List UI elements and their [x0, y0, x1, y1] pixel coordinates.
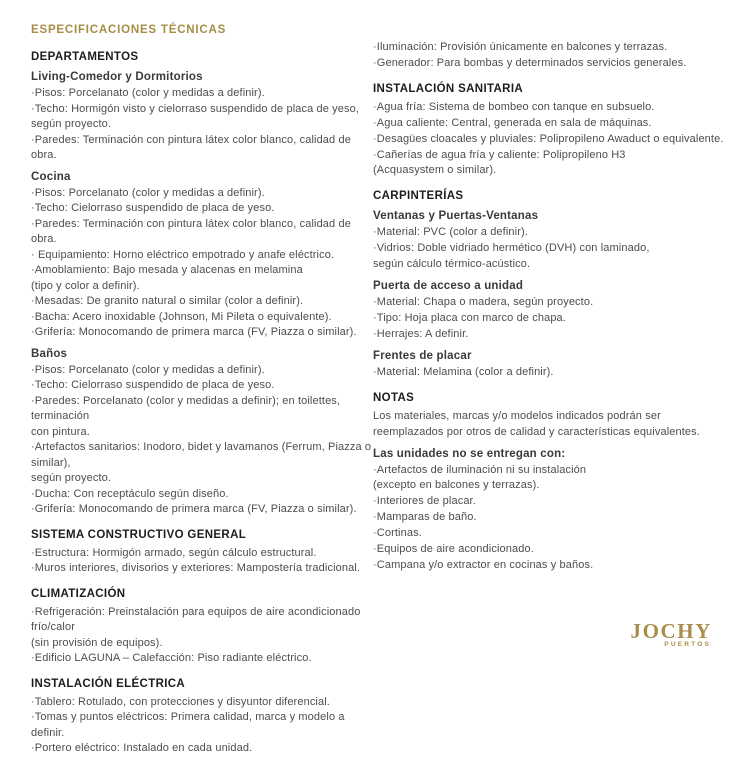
spec-line: según proyecto.	[31, 472, 112, 484]
spec-line: ·Material: Melamina (color a definir).	[373, 365, 554, 378]
spec-line: ·Agua caliente: Central, generada en sala de máquinas.	[373, 116, 652, 129]
spec-line: ·Cañerías de agua fría y caliente: Polipropileno H3	[373, 148, 626, 161]
spec-line: ·Paredes: Porcelanato (color y medidas a definir); en toilettes, terminación	[31, 394, 341, 422]
page-title: ESPECIFICACIONES TÉCNICAS	[31, 24, 227, 36]
spec-line: ·Muros interiores, divisorios y exteriores: Mampostería tradicional.	[31, 562, 361, 574]
section-heading: CARPINTERÍAS	[373, 190, 464, 203]
spec-line: · Equipamiento: Horno eléctrico empotrado y anafe eléctrico.	[31, 248, 335, 261]
logo-wordmark: JOCHY	[630, 619, 712, 643]
spec-line: ·Material: Chapa o madera, según proyecto.	[373, 296, 594, 309]
spec-line: ·Mesadas: De granito natural o similar (color a definir).	[31, 295, 304, 307]
spec-line: ·Pisos: Porcelanato (color y medidas a definir).	[31, 87, 265, 99]
spec-line: ·Bacha: Acero inoxidable (Johnson, Mi Pileta o equivalente).	[31, 310, 332, 323]
spec-line: (excepto en balcones y terrazas).	[373, 479, 540, 492]
spec-line: según cálculo térmico-acústico.	[373, 258, 531, 271]
section-heading: CLIMATIZACIÓN	[31, 587, 126, 600]
section-heading: INSTALACIÓN ELÉCTRICA	[31, 677, 186, 690]
spec-line: ·Artefactos de iluminación ni su instalación	[373, 463, 587, 476]
section-heading: DEPARTAMENTOS	[31, 51, 139, 63]
section-heading: NOTAS	[373, 391, 415, 404]
spec-line: ·Generador: Para bombas y determinados servicios generales.	[373, 56, 687, 69]
logo-subtitle: PUERTOS	[664, 641, 711, 648]
subsection-heading: Puerta de acceso a unidad	[373, 280, 524, 293]
spec-line: ·Tipo: Hoja placa con marco de chapa.	[373, 311, 566, 324]
spec-line: ·Portero eléctrico: Instalado en cada unidad.	[31, 742, 253, 754]
spec-line: ·Ducha: Con receptáculo según diseño.	[31, 487, 229, 500]
spec-line: reemplazados por otros de calidad y características equivalentes.	[373, 425, 700, 438]
section-heading: INSTALACIÓN SANITARIA	[373, 82, 524, 95]
spec-line: ·Grifería: Monocomando de primera marca (FV, Piazza o similar).	[31, 503, 357, 515]
spec-line: ·Campana y/o extractor en cocinas y baños.	[373, 558, 594, 571]
spec-line: ·Pisos: Porcelanato (color y medidas a definir).	[31, 186, 265, 199]
spec-line: ·Mamparas de baño.	[373, 511, 477, 524]
subsection-heading: Las unidades no se entregan con:	[373, 447, 566, 460]
spec-line: ·Interiores de placar.	[373, 495, 476, 508]
jochy-logo	[631, 621, 713, 648]
left-column	[31, 40, 373, 757]
spec-line: ·Desagües cloacales y pluviales: Polipropileno Awaduct o equivalente.	[373, 132, 724, 145]
spec-line: ·Paredes: Terminación con pintura látex color blanco, calidad de obra.	[31, 133, 351, 161]
subsection-heading: Baños	[31, 347, 68, 360]
section-heading: SISTEMA CONSTRUCTIVO GENERAL	[31, 528, 247, 541]
spec-line: ·Refrigeración: Preinstalación para equipos de aire acondicionado frío/calor	[31, 605, 361, 633]
subsection-heading: Living-Comedor y Dormitorios	[31, 71, 203, 83]
right-column	[373, 40, 735, 757]
spec-line: ·Techo: Cielorraso suspendido de placa de yeso.	[31, 202, 275, 214]
spec-line: (sin provisión de equipos).	[31, 636, 163, 649]
spec-line: ·Iluminación: Provisión únicamente en balcones y terrazas.	[373, 41, 668, 53]
spec-line: ·Pisos: Porcelanato (color y medidas a definir).	[31, 363, 265, 376]
subsection-heading: Frentes de placar	[373, 349, 472, 362]
spec-line: ·Agua fría: Sistema de bombeo con tanque en subsuelo.	[373, 100, 655, 113]
spec-line: ·Grifería: Monocomando de primera marca (FV, Piazza o similar).	[31, 326, 357, 338]
spec-line: ·Edificio LAGUNA – Calefacción: Piso radiante eléctrico.	[31, 652, 312, 664]
spec-line: (Acquasystem o similar).	[373, 164, 497, 177]
spec-line: ·Equipos de aire acondicionado.	[373, 543, 534, 556]
spec-line: ·Cortinas.	[373, 527, 422, 540]
spec-line: ·Techo: Cielorraso suspendido de placa de yeso.	[31, 379, 275, 391]
spec-line: ·Techo: Hormigón visto y cielorraso suspendido de placa de yeso,	[31, 102, 360, 115]
spec-line: ·Herrajes: A definir.	[373, 327, 469, 340]
spec-line: ·Vidrios: Doble vidriado hermético (DVH) con laminado,	[373, 242, 650, 255]
spec-line: con pintura.	[31, 425, 90, 438]
spec-line: ·Estructura: Hormigón armado, según cálculo estructural.	[31, 546, 317, 559]
subsection-heading: Ventanas y Puertas-Ventanas	[373, 210, 539, 223]
subsection-heading: Cocina	[31, 170, 71, 183]
spec-line: ·Amoblamiento: Bajo mesada y alacenas en melamina	[31, 264, 303, 276]
columns-container	[31, 40, 735, 757]
spec-line: ·Tomas y puntos eléctricos: Primera calidad, marca y modelo a definir.	[31, 711, 345, 739]
spec-line: ·Tablero: Rotulado, con protecciones y disyuntor diferencial.	[31, 695, 330, 708]
spec-line: ·Paredes: Terminación con pintura látex color blanco, calidad de obra.	[31, 217, 351, 245]
spec-line: Los materiales, marcas y/o modelos indicados podrán ser	[373, 409, 661, 422]
spec-line: ·Artefactos sanitarios: Inodoro, bidet y lavamanos (Ferrum, Piazza o similar),	[31, 441, 372, 469]
spec-line: según proyecto.	[31, 118, 112, 130]
spec-line: (tipo y color a definir).	[31, 279, 140, 292]
spec-line: ·Material: PVC (color a definir).	[373, 226, 528, 239]
